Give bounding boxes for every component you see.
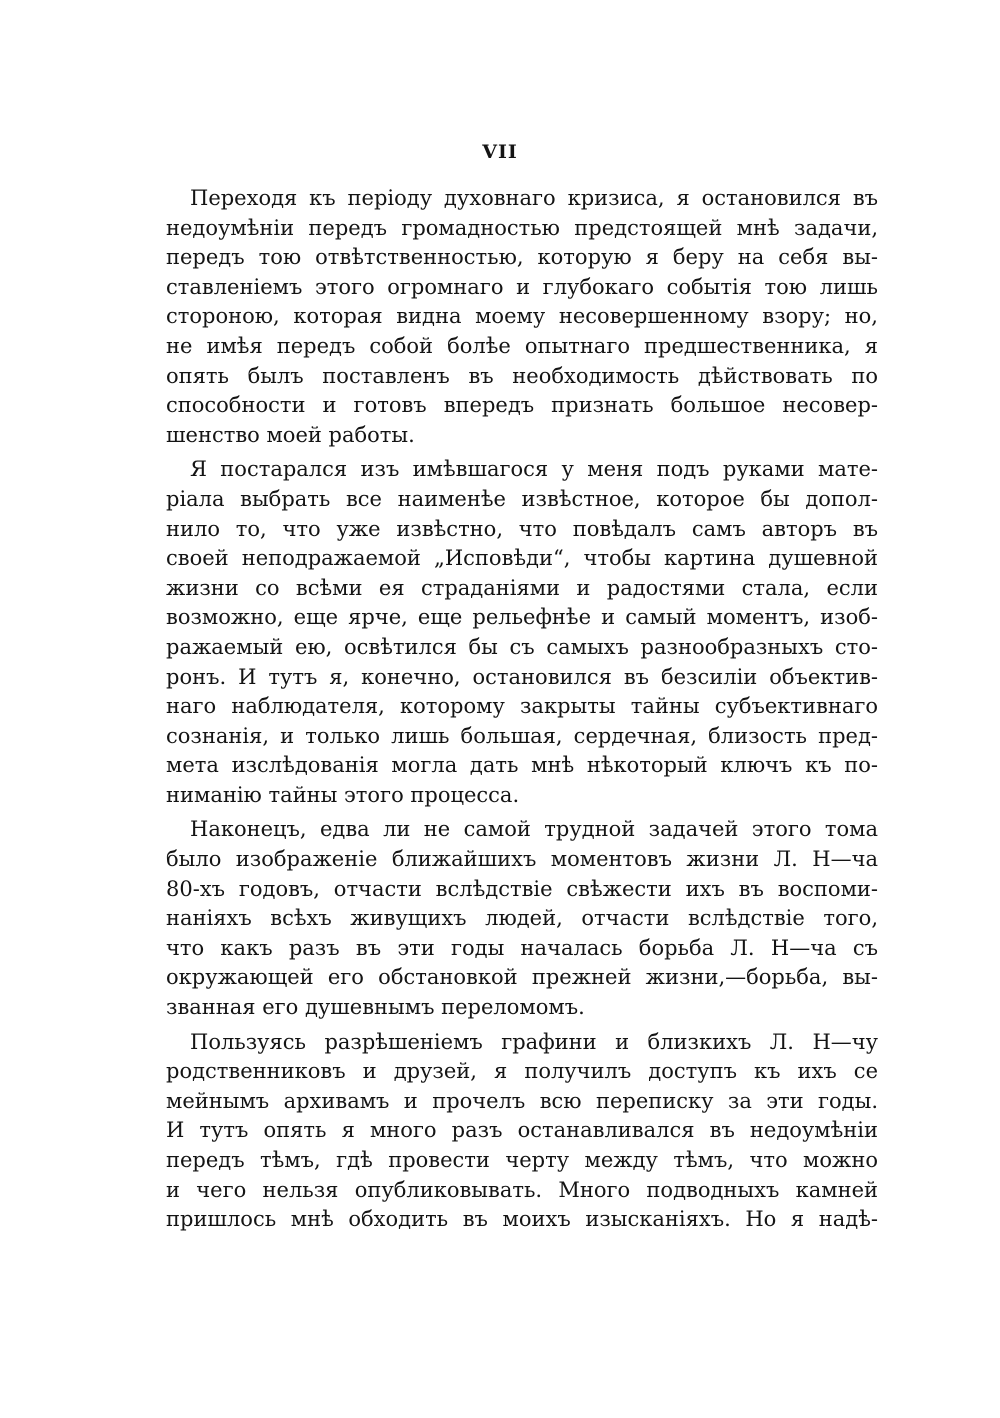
text-line: опять былъ поставленъ въ необходимость дѣйствовать по <box>166 363 878 388</box>
body-text <box>166 184 878 1240</box>
text-line: возможно, еще ярче, еще рельефнѣе и самый моментъ, изоб- <box>166 605 878 630</box>
text-line: мета изслѣдованія могла дать мнѣ нѣкоторый ключъ къ по- <box>166 753 878 778</box>
text-line: Я постарался изъ имѣвшагося у меня подъ руками мате- <box>190 457 878 482</box>
text-line: И тутъ опять я много разъ останавливался въ недоумѣніи <box>166 1118 878 1143</box>
text-line: передъ тѣмъ, гдѣ провести черту между тѣмъ, что можно <box>166 1148 878 1172</box>
text-line: пришлось мнѣ обходить въ моихъ изысканіяхъ. Но я надѣ- <box>166 1207 878 1232</box>
text-line: 80-хъ годовъ, отчасти вслѣдствіе свѣжести ихъ въ воспоми- <box>166 876 878 901</box>
text-line: передъ тою отвѣтственностью, которую я беру на себя вы- <box>166 245 878 270</box>
text-line: Наконецъ, едва ли не самой трудной задачей этого тома <box>190 817 878 842</box>
paragraph-2 <box>166 455 878 810</box>
text-line: способности и готовъ впередъ признать большое несовер- <box>166 393 878 418</box>
text-line: не имѣя передъ собой болѣе опытнаго предшественника, я <box>166 333 878 358</box>
text-line: родственниковъ и друзей, я получилъ доступъ къ ихъ се <box>166 1059 878 1084</box>
paragraph-1 <box>166 184 878 450</box>
text-line: недоумѣніи передъ громадностью предстоящей мнѣ задачи, <box>166 215 878 240</box>
paragraph-4 <box>166 1028 878 1235</box>
text-line: ронъ. И тутъ я, конечно, остановился въ безсиліи объектив- <box>166 664 878 689</box>
text-line: жизни со всѣми ея страданіями и радостями стала, если <box>166 575 878 600</box>
text-line: наго наблюдателя, которому закрыты тайны субъективнаго <box>166 694 878 719</box>
text-line: ріала выбрать все наименѣе извѣстное, которое бы допол- <box>166 486 878 511</box>
text-line: было изображеніе ближайшихъ моментовъ жизни Л. Н—ча <box>166 847 878 872</box>
text-line: сознанія, и только лишь большая, сердечная, близость пред- <box>166 723 878 748</box>
paragraph-3 <box>166 815 878 1022</box>
text-line: ражаемый ею, освѣтился бы съ самыхъ разнообразныхъ сто- <box>166 634 878 659</box>
text-line: шенство моей работы. <box>166 422 415 447</box>
text-line: мейнымъ архивамъ и прочелъ всю переписку за эти годы. <box>166 1088 878 1113</box>
text-line: окружающей его обстановкой прежней жизни,—борьба, вы- <box>166 965 878 990</box>
text-line: Переходя къ періоду духовнаго кризиса, я остановился въ <box>190 186 878 210</box>
text-line: стороною, которая видна моему несовершенному взору; но, <box>166 304 878 329</box>
text-line: званная его душевнымъ переломомъ. <box>166 995 585 1020</box>
text-line: нило то, что уже извѣстно, что повѣдалъ самъ авторъ въ <box>166 516 878 541</box>
text-line: наніяхъ всѣхъ живущихъ людей, отчасти вслѣдствіе того, <box>166 906 878 931</box>
text-line: что какъ разъ въ эти годы началась борьба Л. Н—ча съ <box>166 935 878 960</box>
text-line: своей неподражаемой „Исповѣди“, чтобы картина душевной <box>166 546 878 571</box>
page-number: VII <box>482 141 518 163</box>
text-line: ниманію тайны этого процесса. <box>166 782 520 807</box>
text-line: Пользуясь разрѣшеніемъ графини и близкихъ Л. Н—чу <box>190 1029 878 1054</box>
text-line: и чего нельзя опубликовывать. Много подводныхъ камней <box>166 1177 878 1202</box>
text-line: ставленіемъ этого огромнаго и глубокаго событія тою лишь <box>166 274 878 299</box>
